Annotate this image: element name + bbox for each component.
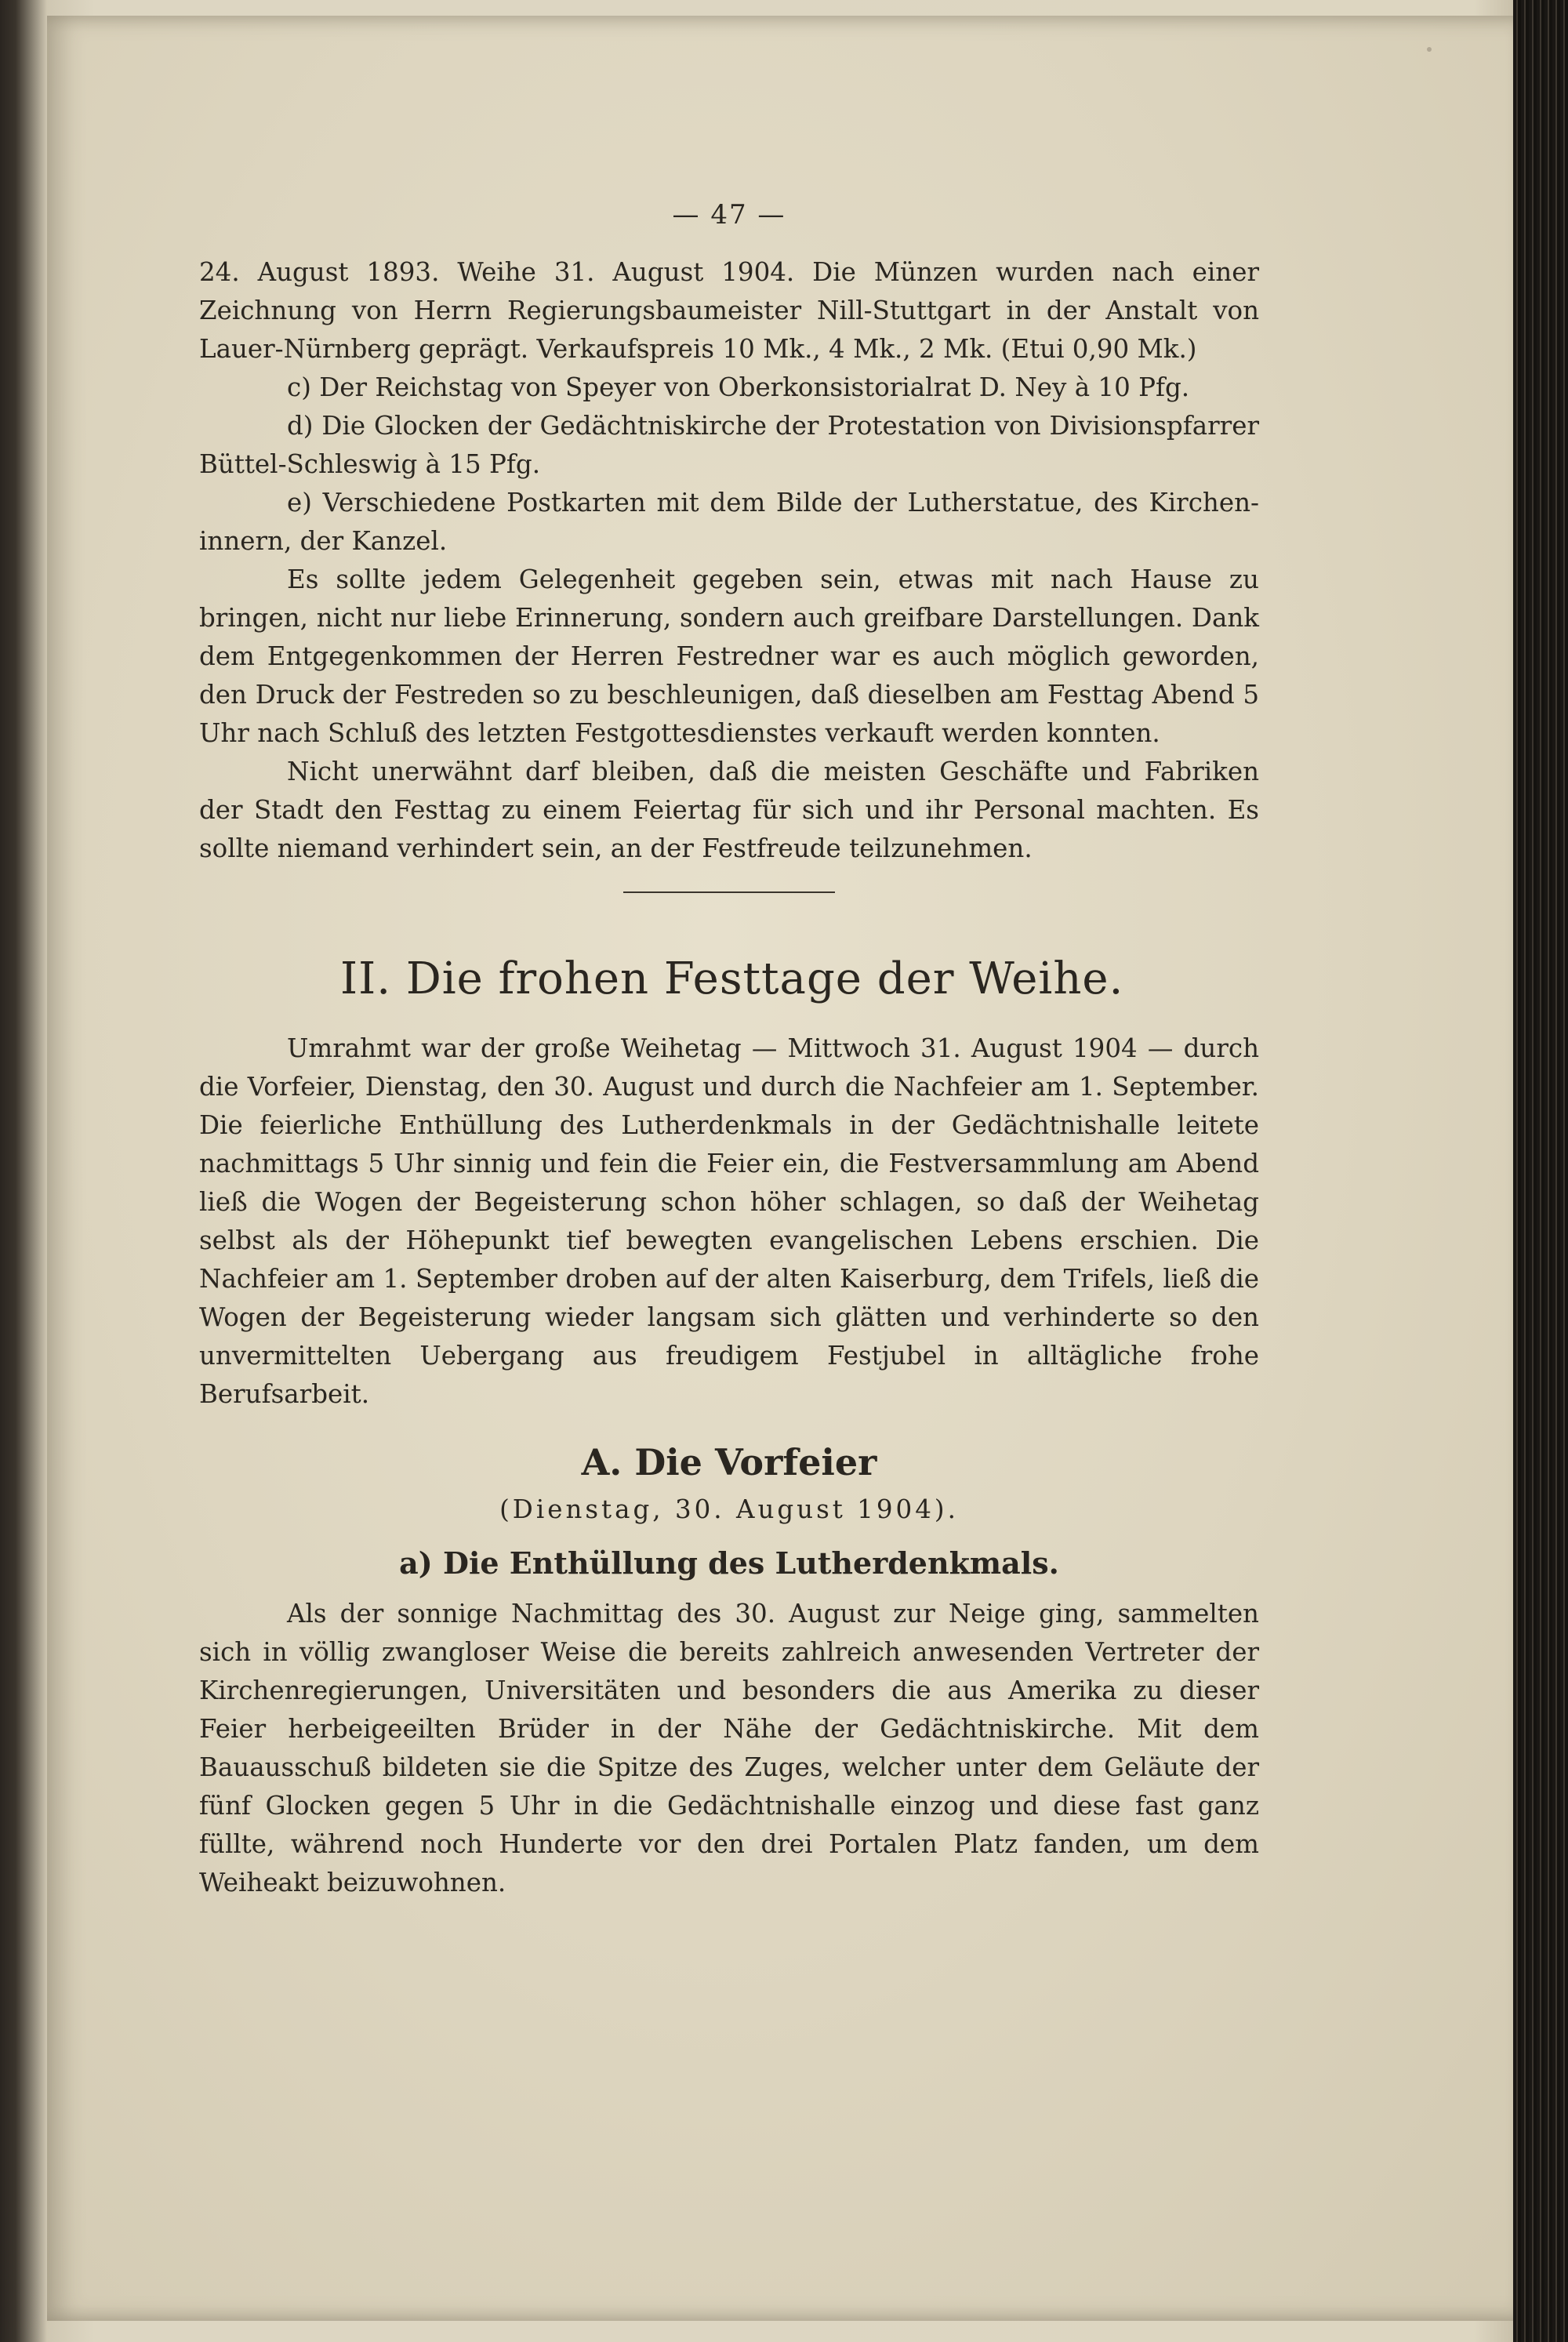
paragraph: 24. August 1893. Weihe 31. August 1904. Die Münzen wurden nach einer Zeichnung von Herrn Regierungsbaumeister Nill-Stuttgart in der Anstalt von Lauer-Nürnberg geprägt. Verkaufspreis 10 Mk., 4 Mk., 2 Mk. (Etui 0,90 Mk.) (199, 257, 1259, 364)
paper-speck (1427, 47, 1432, 52)
list-item-c: c) Der Reichstag von Speyer von Oberkonsistorialrat D. Ney à 10 Pfg. (287, 372, 1190, 402)
paragraph: Nicht unerwähnt darf bleiben, daß die meisten Geschäfte und Fabriken der Stadt den Festtag zu einem Feiertag für sich und ihr Personal machten. Es sollte niemand verhindert sein, an der Festfreude teilzunehmen. (199, 757, 1259, 863)
page-number: — 47 — (672, 199, 786, 231)
subsubsection-heading: a) Die Enthüllung des Lutherdenkmals. (399, 1545, 1059, 1581)
list-item-d: d) Die Glocken der Gedächtniskirche der Protestation von Divisionspfarrer Büttel-Schleswig à 15 Pfg. (199, 411, 1259, 479)
section-heading: II. Die frohen Festtage der Weihe. (340, 953, 1124, 1004)
page-text (199, 196, 1259, 1902)
subsection-date: (Dienstag, 30. August 1904). (499, 1494, 959, 1524)
paragraph: Es sollte jedem Gelegenheit gegeben sein, etwas mit nach Hause zu bringen, nicht nur liebe Erinnerung, sondern auch greifbare Darstellungen. Dank dem Entgegenkommen der Herren Festredner war es auch möglich geworden, den Druck der Festreden so zu beschleunigen, daß dieselben am Festtag Abend 5 Uhr nach Schluß des letzten Festgottesdienstes verkauft werden konnten. (199, 565, 1259, 748)
list-item-e: e) Verschiedene Postkarten mit dem Bilde der Lutherstatue, des Kirchen-innern, der Kanzel. (199, 488, 1259, 556)
paragraph: Umrahmt war der große Weihetag — Mittwoch 31. August 1904 — durch die Vorfeier, Dienstag, den 30. August und durch die Nachfeier am 1. September. Die feierliche Enthüllung des Lutherdenkmals in der Gedächtnishalle leitete nachmittags 5 Uhr sinnig und fein die Feier ein, die Festversammlung am Abend ließ die Wogen der Begeisterung schon höher schlagen, so daß der Weihetag selbst als der Höhepunkt tief bewegten evangelischen Lebens erschien. Die Nachfeier am 1. September droben auf der alten Kaiserburg, dem Trifels, ließ die Wogen der Begeisterung wieder langsam sich glätten und verhinderte so den unvermittelten Uebergang aus freudigem Festjubel in alltägliche frohe Berufsarbeit. (199, 1033, 1259, 1409)
section-divider (623, 891, 835, 893)
subsection-heading: A. Die Vorfeier (581, 1441, 877, 1483)
book-binding (1513, 0, 1568, 2342)
paragraph: Als der sonnige Nachmittag des 30. August zur Neige ging, sammelten sich in völlig zwangloser Weise die bereits zahlreich anwesenden Vertreter der Kirchenregierungen, Universitäten und besonders die aus Amerika zu dieser Feier herbeigeeilten Brüder in der Nähe der Gedächtniskirche. Mit dem Bauausschuß bildeten sie die Spitze des Zuges, welcher unter dem Geläute der fünf Glocken gegen 5 Uhr in die Gedächtnishalle einzog und diese fast ganz füllte, während noch Hunderte vor den drei Portalen Platz fanden, um dem Weiheakt beizuwohnen. (199, 1599, 1259, 1897)
